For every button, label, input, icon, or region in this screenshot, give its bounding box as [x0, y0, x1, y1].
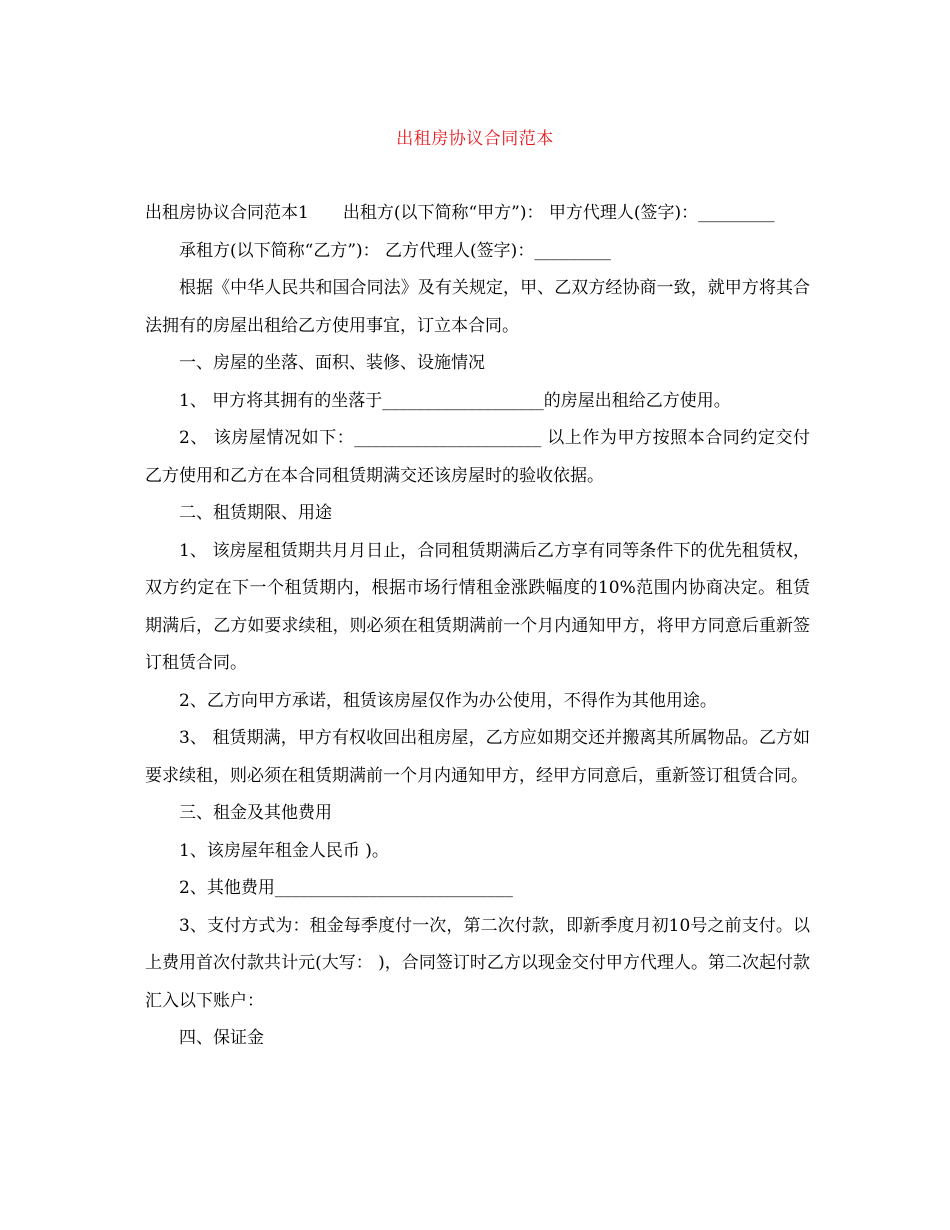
- paragraph-intro: 出租房协议合同范本1 出租方(以下简称“甲方”)： 甲方代理人(签字)：_________: [145, 203, 775, 223]
- section-heading-1: 一、房屋的坐落、面积、装修、设施情况: [179, 353, 485, 373]
- paragraph-basis: 根据《中华人民共和国合同法》及有关规定，甲、乙双方经协商一致，就甲方将其合法拥有的房屋出租给乙方使用事宜，订立本合同。: [145, 278, 810, 336]
- section-heading-3: 三、租金及其他费用: [179, 803, 332, 823]
- document-body: [145, 195, 810, 1058]
- clause-2-2: 2、乙方向甲方承诺，租赁该房屋仅作为办公使用，不得作为其他用途。: [179, 690, 717, 711]
- clause-1-1: 1、 甲方将其拥有的坐落于___________________的房屋出租给乙方使用。: [179, 390, 731, 411]
- clause-3-3: 3、支付方式为：租金每季度付一次，第二次付款，即新季度月初10号之前支付。以上费用首次付款共计元(大写： )，合同签订时乙方以现金交付甲方代理人。第二次起付款汇入以下账户：: [145, 915, 810, 1011]
- document-title: 出租房协议合同范本: [396, 129, 554, 149]
- clause-1-2: 2、 该房屋情况如下：______________________ 以上作为甲方按照本合同约定交付乙方使用和乙方在本合同租赁期满交还该房屋时的验收依据。: [145, 428, 810, 486]
- section-heading-4: 四、保证金: [179, 1028, 264, 1048]
- section-heading-2: 二、租赁期限、用途: [179, 503, 332, 523]
- clause-2-3: 3、 租赁期满，甲方有权收回出租房屋，乙方应如期交还并搬离其所属物品。乙方如要求续租，则必须在租赁期满前一个月内通知甲方，经甲方同意后，重新签订租赁合同。: [145, 728, 810, 786]
- clause-2-1: 1、 该房屋租赁期共月月日止，合同租赁期满后乙方享有同等条件下的优先租赁权，双方约定在下一个租赁期内，根据市场行情租金涨跌幅度的10%范围内协商决定。租赁期满后，乙方如要求续租，则必须在租赁期满前一个月内通知甲方，将甲方同意后重新签订租赁合同。: [145, 540, 810, 673]
- paragraph-lessee: 承租方(以下简称“乙方”)： 乙方代理人(签字)：_________: [179, 240, 611, 261]
- clause-3-2: 2、其他费用____________________________: [179, 878, 513, 898]
- clause-3-1: 1、该房屋年租金人民币 )。: [179, 840, 389, 861]
